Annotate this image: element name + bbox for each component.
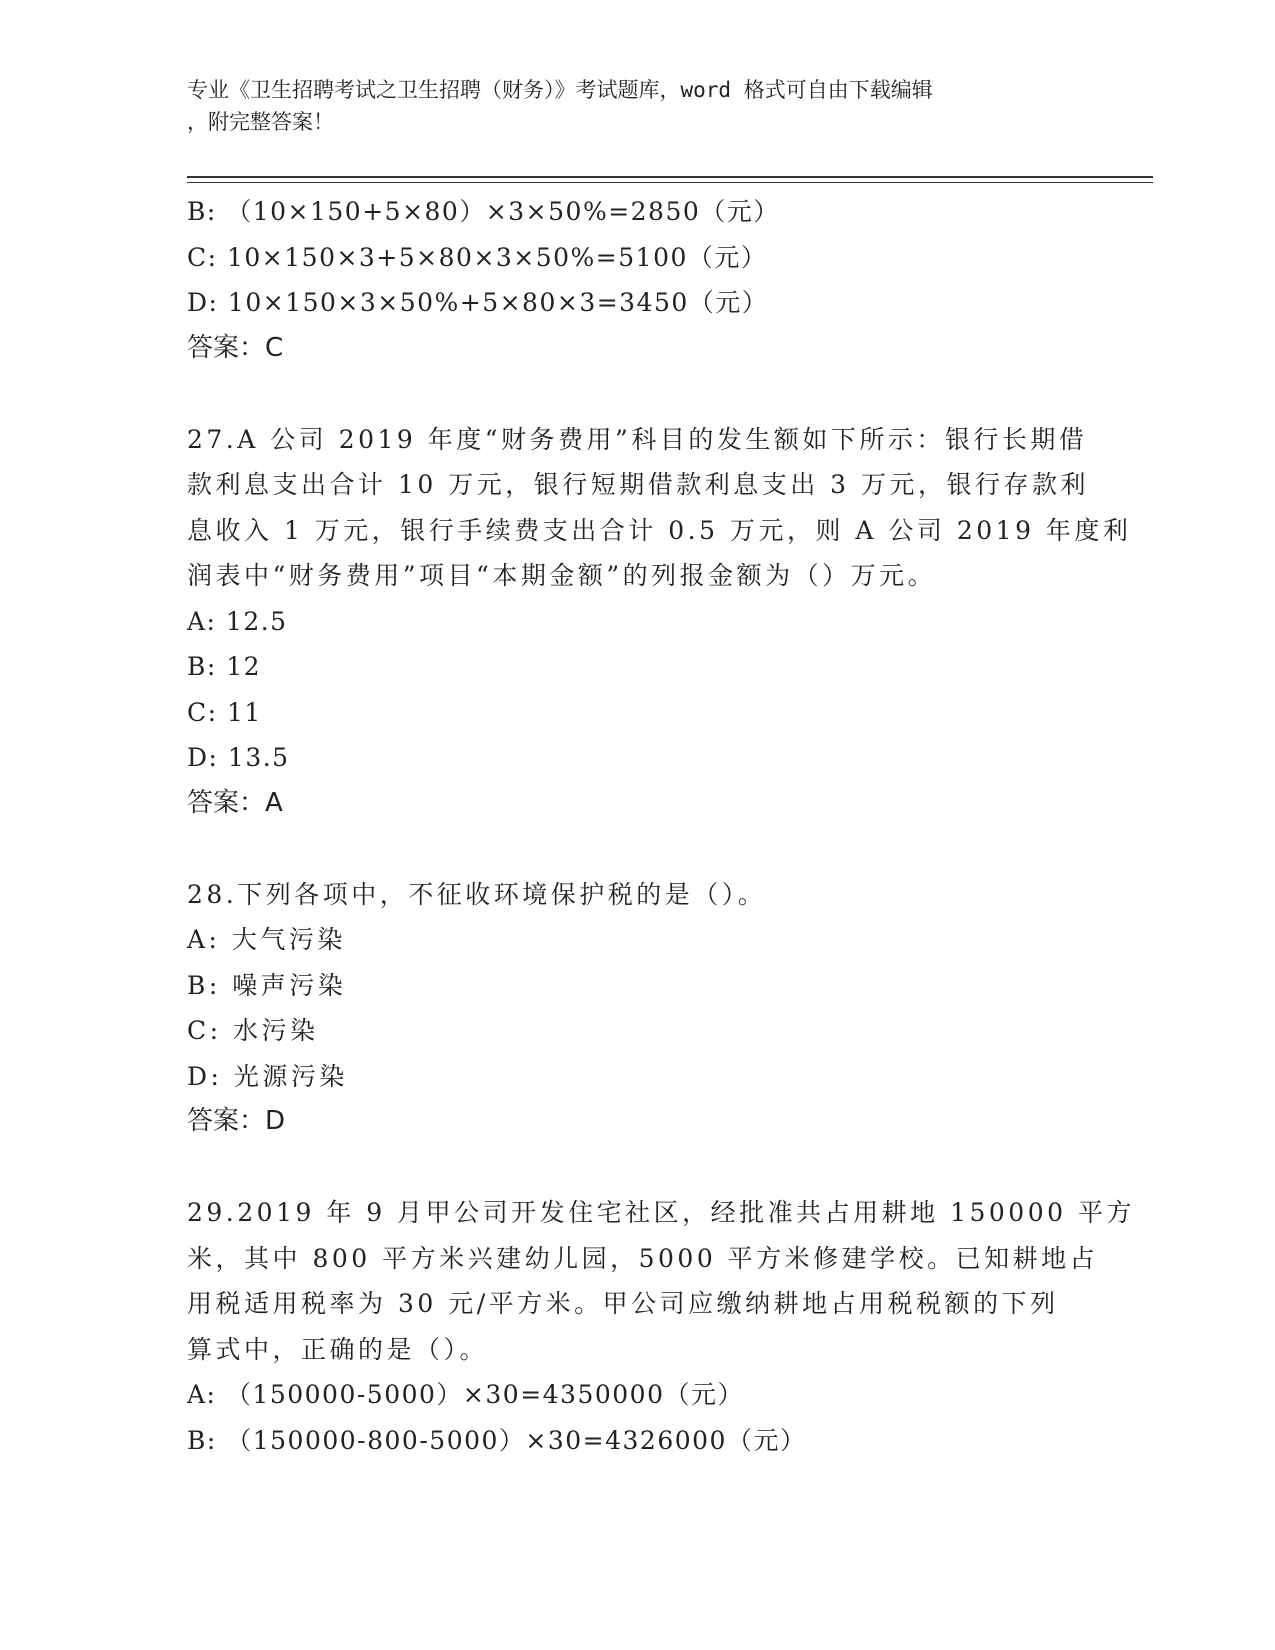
option-b: B: 噪声污染	[187, 970, 347, 1000]
answer-line: 答案：C	[187, 332, 284, 363]
question-stem-line: 米，其中 800 平方米兴建幼儿园，5000 平方米修建学校。已知耕地占	[187, 1243, 1099, 1273]
option-a: A: 大气污染	[187, 925, 346, 954]
option-c: C: 11	[187, 697, 262, 727]
option-a: A: 12.5	[187, 606, 288, 636]
option-b: B: 12	[187, 652, 262, 681]
option-d: D: 10×150×3×50%+5×80×3=3450（元）	[187, 288, 769, 317]
question-stem-line: 27.A 公司 2019 年度“财务费用”科目的发生额如下所示：银行长期借	[187, 424, 1088, 454]
option-a: A: （150000-5000）×30=4350000（元）	[187, 1380, 744, 1409]
spacer	[187, 826, 1087, 872]
question-stem-line: 息收入 1 万元，银行手续费支出合计 0.5 万元，则 A 公司 2019 年度利	[187, 515, 1132, 545]
question-stem-line: 算式中，正确的是（）。	[187, 1334, 489, 1364]
option-c: C: 10×150×3+5×80×3×50%=5100（元）	[187, 242, 768, 272]
question-26	[187, 189, 1087, 371]
option-b: B: （10×150+5×80）×3×50%=2850（元）	[187, 197, 780, 226]
header-divider-thick	[187, 176, 1153, 178]
option-d: D: 13.5	[187, 743, 290, 772]
answer-line: 答案：D	[187, 1106, 286, 1136]
question-27	[187, 417, 1132, 827]
header-divider-thin	[187, 182, 1153, 183]
option-d: D: 光源污染	[187, 1061, 348, 1091]
option-c: C: 水污染	[187, 1016, 319, 1045]
question-28	[187, 872, 1087, 1145]
question-stem-line: 款利息支出合计 10 万元，银行短期借款利息支出 3 万元，银行存款利	[187, 470, 1090, 499]
question-29	[187, 1190, 1135, 1463]
question-stem-line: 润表中“财务费用”项目“本期金额”的列报金额为（）万元。	[187, 561, 937, 590]
spacer	[187, 371, 1087, 417]
question-stem: 28.下列各项中，不征收环境保护税的是（）。	[187, 879, 767, 909]
question-list	[187, 189, 1135, 1463]
option-b: B: （150000-800-5000）×30=4326000（元）	[187, 1425, 807, 1455]
question-stem-line: 用税适用税率为 30 元/平方米。甲公司应缴纳耕地占用税税额的下列	[187, 1289, 1059, 1318]
answer-line: 答案：A	[187, 787, 283, 818]
spacer	[187, 1145, 1087, 1191]
page-header: 专业《卫生招聘考试之卫生招聘（财务）》考试题库，word 格式可自由下载编辑 ，附完整答案！	[187, 78, 933, 134]
question-stem-line: 29.2019 年 9 月甲公司开发住宅社区，经批准共占用耕地 150000 平方	[187, 1198, 1135, 1227]
